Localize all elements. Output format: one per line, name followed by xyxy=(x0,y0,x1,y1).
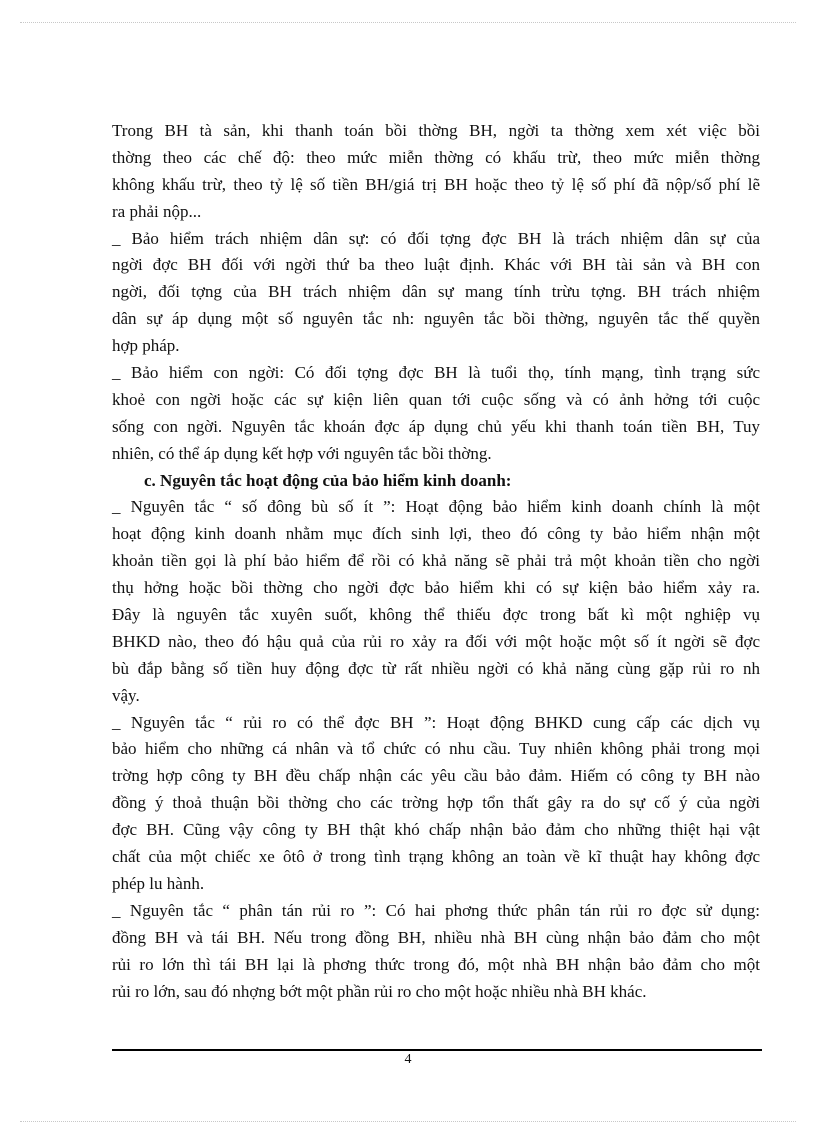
text-line: ngời đợc BH đối với ngời thứ ba theo luật định. Khác với BH tài sản và BH con xyxy=(112,255,760,275)
text-line: không khấu trừ, theo tỷ lệ số tiền BH/giá trị BH hoặc theo tỷ lệ số phí đã nộp/số phí lẽ xyxy=(112,174,760,194)
text-line: bảo hiểm cho những cá nhân và tổ chức có nhu cầu. Tuy nhiên không phải trong mọi xyxy=(112,739,760,759)
text-line: _ Nguyên tắc “ số đông bù số ít ”: Hoạt động bảo hiểm kinh doanh chính là một xyxy=(112,497,760,517)
paragraph-law-of-large-numbers xyxy=(112,494,760,709)
text-line: thờng theo các chế độ: theo mức miễn thờng có khấu trừ, theo mức miễn thờng xyxy=(112,147,760,167)
paragraph-risk-spreading xyxy=(112,898,760,1006)
section-heading: c. Nguyên tắc hoạt động của bảo hiểm kinh doanh: xyxy=(144,470,512,490)
text-line: đợc BH. Cũng vậy công ty BH thật khó chấp nhận bảo đảm cho những thiệt hại vật xyxy=(112,820,760,840)
text-line: _ Nguyên tắc “ rủi ro có thể đợc BH ”: Hoạt động BHKD cung cấp các dịch vụ xyxy=(112,712,760,732)
text-line: khoản tiền gọi là phí bảo hiểm để rồi có khả năng sẽ phải trả một khoản tiền cho ngời xyxy=(112,551,760,571)
text-line: _ Nguyên tắc “ phân tán rủi ro ”: Có hai phơng thức phân tán rủi ro đợc sử dụng: xyxy=(112,900,760,920)
text-line: ngời, đối tợng của BH trách nhiệm dân sự mang tính trừu tợng. BH trách nhiệm xyxy=(112,282,760,302)
document-body xyxy=(112,118,760,1005)
text-line: ra phải nộp... xyxy=(112,201,202,221)
paragraph-property-insurance xyxy=(112,118,760,226)
text-line: đồng BH và tái BH. Nếu trong đồng BH, nhiều nhà BH cùng nhận bảo đảm cho một xyxy=(112,927,760,947)
paragraph-personal-insurance xyxy=(112,360,760,468)
text-line: rủi ro lớn, sau đó nhợng bớt một phần rủi ro cho một hoặc nhiều nhà BH khác. xyxy=(112,981,647,1001)
text-line: _ Bảo hiểm con ngời: Có đối tợng đợc BH là tuổi thọ, tính mạng, tình trạng sức xyxy=(112,363,760,383)
footer-divider xyxy=(112,1049,762,1051)
text-line: khoẻ con ngời hoặc các sự kiện liên quan tới cuộc sống và có ảnh hởng tới cuộc xyxy=(112,389,760,409)
paragraph-insurable-risk xyxy=(112,710,760,898)
text-line: đồng ý thoả thuận bồi thờng cho các trờng hợp tổn thất gây ra do sự cố ý của ngời xyxy=(112,793,760,813)
text-line: sống con ngời. Nguyên tắc khoán đợc áp dụng chủ yếu khi thanh toán tiền BH, Tuy xyxy=(112,416,760,436)
page-frame-top xyxy=(20,22,796,23)
text-line: Trong BH tà sản, khi thanh toán bồi thờng BH, ngời ta thờng xem xét việc bồi xyxy=(112,121,760,140)
page-frame-bottom xyxy=(20,1121,796,1122)
text-line: trờng hợp công ty BH đều chấp nhận các yêu cầu bảo đảm. Hiếm có công ty BH nào xyxy=(112,766,760,786)
text-line: BHKD nào, theo đó hậu quả của rủi ro xảy ra đối với một hoặc một số ít ngời sẽ đợc xyxy=(112,631,760,651)
text-line: bù đắp bằng số tiền huy động đợc từ rất nhiều ngời có khả năng cùng gặp rủi ro nh xyxy=(112,658,760,678)
paragraph-civil-liability-insurance xyxy=(112,226,760,360)
text-line: chất của một chiếc xe ôtô ở trong tình trạng không an toàn về kĩ thuật hay không đợc xyxy=(112,847,760,867)
page-number: 4 xyxy=(404,1052,412,1067)
text-line: Đây là nguyên tắc xuyên suốt, không thể thiếu đợc trong bất kì một nghiệp vụ xyxy=(112,605,760,625)
text-line: vậy. xyxy=(112,685,140,705)
text-line: dân sự áp dụng một số nguyên tắc nh: nguyên tắc bồi thờng, nguyên tắc thế quyền xyxy=(112,309,760,329)
text-line: nhiên, có thể áp dụng kết hợp với nguyên tắc bồi thờng. xyxy=(112,443,492,463)
text-line: thụ hởng hoặc bồi thờng cho ngời đợc bảo hiểm khi có sự kiện bảo hiểm xảy ra. xyxy=(112,578,760,598)
text-line: rủi ro lớn thì tái BH lại là phơng thức trong đó, một nhà BH nhận bảo đảm cho một xyxy=(112,954,760,974)
text-line: hoạt động kinh doanh nhằm mục đích sinh lợi, theo đó công ty bảo hiểm nhận một xyxy=(112,524,760,544)
text-line: _ Bảo hiểm trách nhiệm dân sự: có đối tợng đợc BH là trách nhiệm dân sự của xyxy=(112,228,760,248)
text-line: hợp pháp. xyxy=(112,336,180,356)
text-line: phép lu hành. xyxy=(112,873,205,893)
